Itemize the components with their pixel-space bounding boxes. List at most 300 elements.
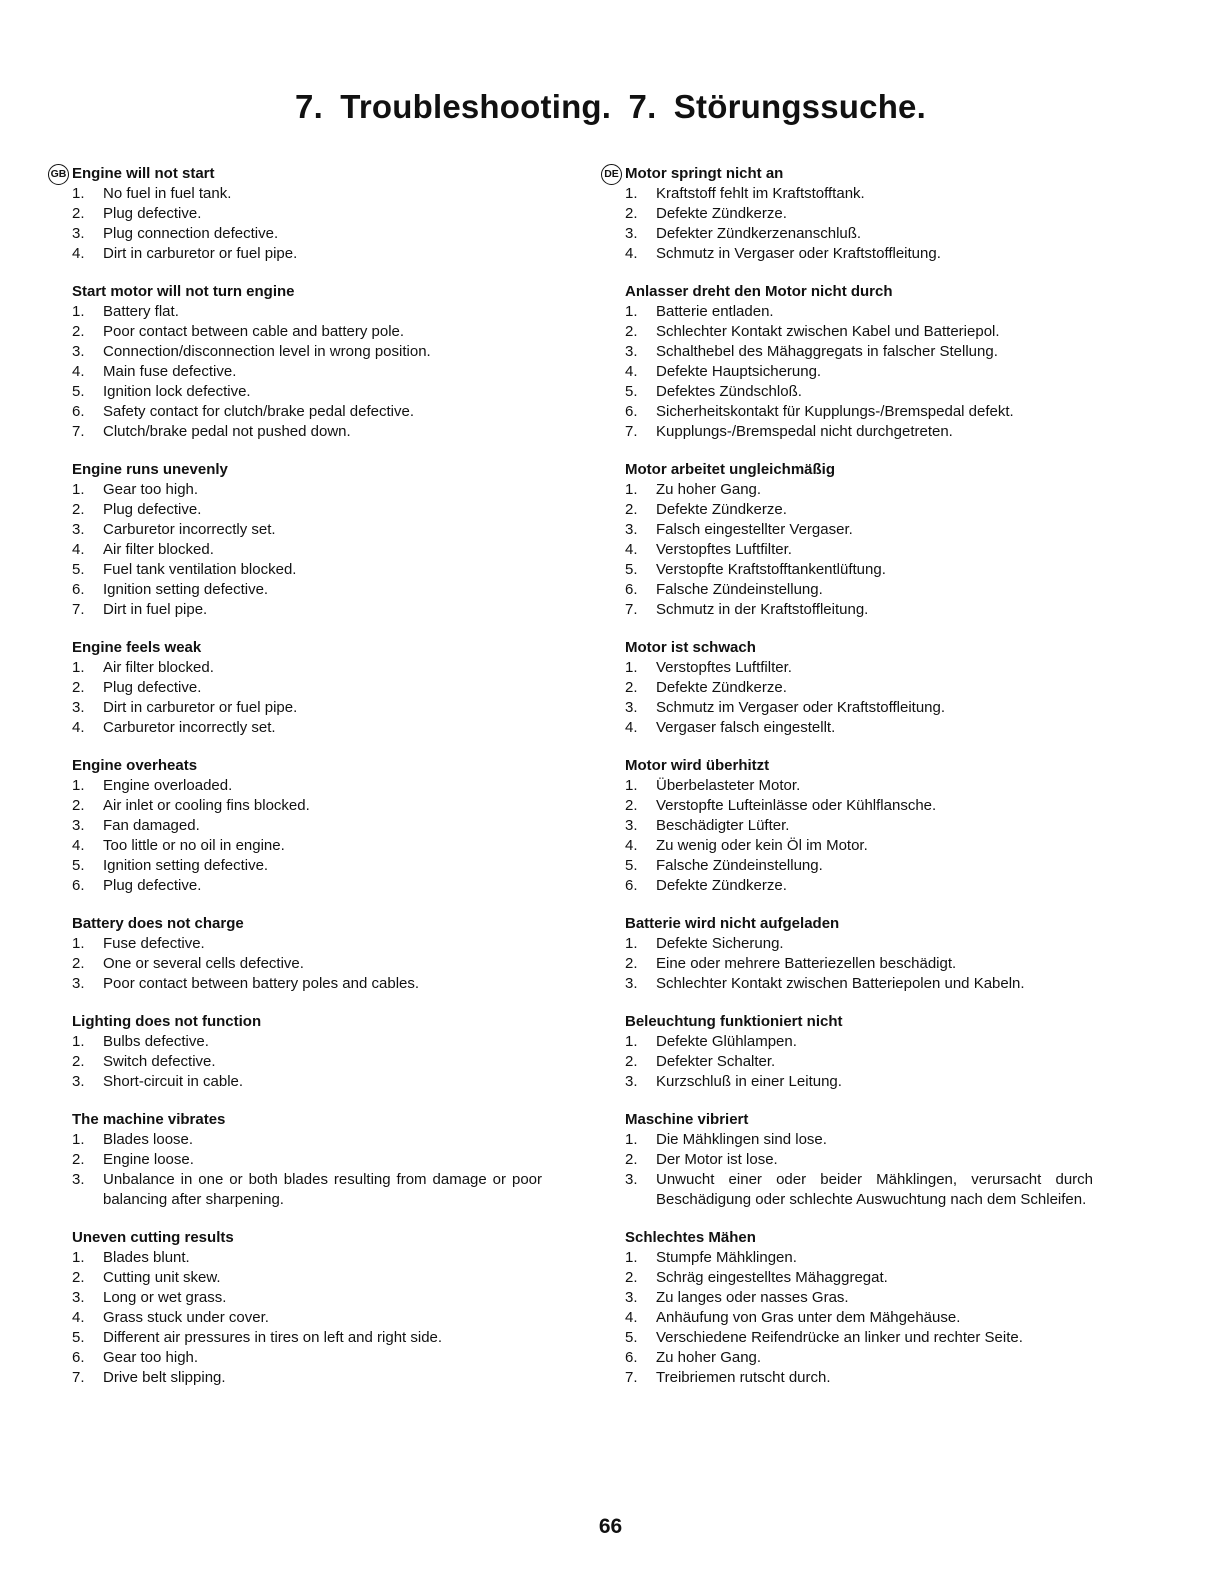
item-text: Dirt in carburetor or fuel pipe. — [103, 245, 298, 262]
list-item — [625, 244, 1093, 264]
item-number: 5. — [72, 383, 85, 400]
item-text: Schlechter Kontakt zwischen Kabel und Batteriepol. — [656, 323, 1000, 340]
item-text: Verschiedene Reifendrücke an linker und rechter Seite. — [656, 1329, 1023, 1346]
item-number: 6. — [625, 403, 638, 420]
item-number: 6. — [625, 581, 638, 598]
item-number: 5. — [72, 561, 85, 578]
list-item — [625, 342, 1093, 362]
section-heading: Beleuchtung funktioniert nicht — [625, 1013, 843, 1030]
item-number: 1. — [625, 185, 638, 202]
item-number: 5. — [72, 1329, 85, 1346]
section-heading: Engine overheats — [72, 757, 198, 774]
item-text: Short-circuit in cable. — [103, 1073, 244, 1090]
list-item — [625, 600, 1093, 620]
troubleshooting-section — [72, 1228, 542, 1388]
item-text: Defekte Zündkerze. — [656, 877, 787, 894]
item-text: Fuse defective. — [103, 935, 205, 952]
item-text: Schmutz in Vergaser oder Kraftstoffleitung. — [656, 245, 941, 262]
section-heading: Motor wird überhitzt — [625, 757, 770, 774]
list-item — [72, 856, 542, 876]
list-item — [625, 1248, 1093, 1268]
list-item — [625, 184, 1093, 204]
item-text: Beschädigter Lüfter. — [656, 817, 790, 834]
item-number: 3. — [625, 1289, 638, 1306]
item-number: 1. — [72, 935, 85, 952]
item-number: 6. — [72, 877, 85, 894]
troubleshooting-section — [625, 1012, 1093, 1092]
list-item — [625, 204, 1093, 224]
item-number: 7. — [625, 601, 638, 618]
list-item — [72, 1248, 542, 1268]
item-text: Fuel tank ventilation blocked. — [103, 561, 297, 578]
item-number: 3. — [625, 521, 638, 538]
list-item — [625, 934, 1093, 954]
item-number: 1. — [625, 659, 638, 676]
list-item — [72, 776, 542, 796]
list-item — [72, 1268, 542, 1288]
item-text: Plug connection defective. — [103, 225, 279, 242]
section-heading: Schlechtes Mähen — [625, 1229, 756, 1246]
item-text: Plug defective. — [103, 679, 202, 696]
item-number: 2. — [625, 501, 638, 518]
item-text: Gear too high. — [103, 1349, 199, 1366]
list-item — [625, 224, 1093, 244]
list-item — [625, 540, 1093, 560]
item-text: Falsch eingestellter Vergaser. — [656, 521, 853, 538]
list-item — [72, 678, 542, 698]
list-item — [625, 836, 1093, 856]
list-item — [72, 1052, 542, 1072]
item-text: Defektes Zündschloß. — [656, 383, 802, 400]
item-text: Different air pressures in tires on left and right side. — [103, 1329, 443, 1346]
item-text: Ignition setting defective. — [103, 857, 269, 874]
section-heading: Batterie wird nicht aufgeladen — [625, 915, 840, 932]
list-item — [72, 1348, 542, 1368]
item-number: 6. — [625, 877, 638, 894]
item-number: 1. — [72, 481, 85, 498]
troubleshooting-section — [625, 282, 1093, 442]
item-text: Verstopftes Luftfilter. — [656, 541, 792, 558]
item-number: 4. — [72, 837, 85, 854]
item-number: 4. — [72, 1309, 85, 1326]
item-text: Die Mähklingen sind lose. — [656, 1131, 827, 1148]
item-text: Zu wenig oder kein Öl im Motor. — [656, 837, 868, 854]
item-number: 1. — [625, 1131, 638, 1148]
list-item — [72, 974, 542, 994]
item-text: Defekte Glühlampen. — [656, 1033, 797, 1050]
item-number: 1. — [72, 1249, 85, 1266]
list-item — [72, 1368, 542, 1388]
list-item — [72, 204, 542, 224]
item-text: Blades loose. — [103, 1131, 194, 1148]
item-number: 7. — [72, 423, 85, 440]
section-heading: Engine runs unevenly — [72, 461, 228, 478]
item-text: Dirt in fuel pipe. — [103, 601, 208, 618]
list-item — [72, 934, 542, 954]
list-item — [625, 856, 1093, 876]
list-item — [625, 678, 1093, 698]
item-text: Falsche Zündeinstellung. — [656, 857, 823, 874]
section-heading: Motor arbeitet ungleichmäßig — [625, 461, 836, 478]
list-item — [625, 580, 1093, 600]
item-text: Batterie entladen. — [656, 303, 774, 320]
item-text: Eine oder mehrere Batteriezellen beschädigt. — [656, 955, 957, 972]
item-number: 4. — [625, 245, 638, 262]
item-text: One or several cells defective. — [103, 955, 304, 972]
item-number: 2. — [625, 1269, 638, 1286]
list-item — [72, 954, 542, 974]
item-number: 2. — [625, 205, 638, 222]
item-text: No fuel in fuel tank. — [103, 185, 232, 202]
item-number: 7. — [72, 601, 85, 618]
item-text: Long or wet grass. — [103, 1289, 227, 1306]
item-text: Fan damaged. — [103, 817, 200, 834]
item-number: 3. — [625, 975, 638, 992]
item-text: Verstopfte Lufteinlässe oder Kühlflansche. — [656, 797, 937, 814]
item-number: 1. — [625, 777, 638, 794]
item-text: Poor contact between battery poles and cables. — [103, 975, 420, 992]
page-number: 66 — [598, 1515, 623, 1538]
item-number: 2. — [72, 797, 85, 814]
item-number: 5. — [72, 857, 85, 874]
item-number: 3. — [625, 343, 638, 360]
item-number: 2. — [625, 1053, 638, 1070]
item-number: 3. — [72, 975, 85, 992]
item-number: 4. — [72, 541, 85, 558]
item-text: Gear too high. — [103, 481, 199, 498]
list-item — [72, 184, 542, 204]
list-item — [625, 1072, 1093, 1092]
troubleshooting-section — [625, 756, 1093, 896]
item-text: Stumpfe Mähklingen. — [656, 1249, 797, 1266]
item-number: 2. — [72, 1053, 85, 1070]
item-text: Blades blunt. — [103, 1249, 190, 1266]
item-number: 3. — [625, 1073, 638, 1090]
list-item — [625, 1130, 1093, 1150]
list-item — [625, 1308, 1093, 1328]
item-text: Bulbs defective. — [103, 1033, 209, 1050]
item-text: Defekte Zündkerze. — [656, 205, 787, 222]
item-number: 3. — [72, 1289, 85, 1306]
list-item — [72, 362, 542, 382]
item-text: Safety contact for clutch/brake pedal defective. — [103, 403, 415, 420]
troubleshooting-section — [625, 1228, 1093, 1388]
list-item — [625, 1328, 1093, 1348]
item-text: Air inlet or cooling fins blocked. — [103, 797, 310, 814]
item-number: 1. — [625, 481, 638, 498]
english-column — [72, 164, 542, 1406]
item-text: Verstopfte Kraftstofftankentlüftung. — [656, 561, 886, 578]
list-item — [72, 580, 542, 600]
troubleshooting-section — [625, 164, 1093, 264]
list-item — [625, 1170, 1093, 1210]
item-number: 7. — [72, 1369, 85, 1386]
item-text: Schräg eingestelltes Mähaggregat. — [656, 1269, 888, 1286]
item-number: 3. — [72, 225, 85, 242]
list-item — [72, 1032, 542, 1052]
item-number: 5. — [625, 857, 638, 874]
item-number: 4. — [625, 837, 638, 854]
item-number: 5. — [625, 383, 638, 400]
troubleshooting-section — [625, 914, 1093, 994]
list-item — [72, 342, 542, 362]
list-item — [72, 422, 542, 442]
list-item — [72, 796, 542, 816]
list-item — [625, 362, 1093, 382]
item-number: 3. — [625, 225, 638, 242]
item-text: Schmutz im Vergaser oder Kraftstoffleitung. — [656, 699, 946, 716]
item-text: Engine overloaded. — [103, 777, 233, 794]
list-item — [625, 480, 1093, 500]
item-number: 1. — [625, 1033, 638, 1050]
section-heading: Start motor will not turn engine — [72, 283, 295, 300]
list-item — [625, 1348, 1093, 1368]
item-text: Zu hoher Gang. — [656, 1349, 762, 1366]
list-item — [72, 816, 542, 836]
section-heading: Engine feels weak — [72, 639, 202, 656]
item-text: Schalthebel des Mähaggregats in falscher Stellung. — [656, 343, 998, 360]
item-text: Zu langes oder nasses Gras. — [656, 1289, 849, 1306]
item-text: Defekter Schalter. — [656, 1053, 776, 1070]
item-number: 1. — [72, 1033, 85, 1050]
list-item — [625, 776, 1093, 796]
item-number: 1. — [72, 303, 85, 320]
section-heading: Motor ist schwach — [625, 639, 756, 656]
section-heading: The machine vibrates — [72, 1111, 226, 1128]
item-text: Grass stuck under cover. — [103, 1309, 269, 1326]
list-item — [625, 796, 1093, 816]
item-text: Ignition lock defective. — [103, 383, 251, 400]
item-number: 1. — [625, 935, 638, 952]
item-number: 6. — [72, 1349, 85, 1366]
item-text: Schlechter Kontakt zwischen Batteriepolen und Kabeln. — [656, 975, 1025, 992]
item-number: 3. — [72, 521, 85, 538]
item-number: 3. — [72, 1171, 85, 1188]
list-item — [625, 302, 1093, 322]
list-item — [72, 698, 542, 718]
item-number: 2. — [72, 501, 85, 518]
list-item — [72, 402, 542, 422]
item-text: Dirt in carburetor or fuel pipe. — [103, 699, 298, 716]
list-item — [625, 500, 1093, 520]
item-number: 3. — [72, 1073, 85, 1090]
section-heading: Uneven cutting results — [72, 1229, 234, 1246]
item-number: 2. — [625, 797, 638, 814]
list-item — [625, 954, 1093, 974]
item-text: Air filter blocked. — [103, 541, 214, 558]
item-number: 4. — [72, 719, 85, 736]
item-text: Defekte Zündkerze. — [656, 501, 787, 518]
item-text: Vergaser falsch eingestellt. — [656, 719, 836, 736]
item-text: Cutting unit skew. — [103, 1269, 221, 1286]
item-text: Kupplungs-/Bremspedal nicht durchgetreten. — [656, 423, 953, 440]
item-text: Air filter blocked. — [103, 659, 214, 676]
item-number: 4. — [625, 363, 638, 380]
item-text: Carburetor incorrectly set. — [103, 719, 276, 736]
item-number: 1. — [625, 1249, 638, 1266]
item-text: Falsche Zündeinstellung. — [656, 581, 823, 598]
list-item — [625, 1032, 1093, 1052]
list-item — [72, 1150, 542, 1170]
troubleshooting-section — [72, 914, 542, 994]
list-item — [625, 422, 1093, 442]
item-text: Kurzschluß in einer Leitung. — [656, 1073, 842, 1090]
item-text: Sicherheitskontakt für Kupplungs-/Bremspedal defekt. — [656, 403, 1014, 420]
section-heading: Lighting does not function — [72, 1013, 262, 1030]
item-number: 4. — [72, 363, 85, 380]
item-number: 3. — [625, 1171, 638, 1188]
list-item — [625, 816, 1093, 836]
troubleshooting-section — [625, 1110, 1093, 1210]
troubleshooting-section — [72, 460, 542, 620]
list-item — [625, 1052, 1093, 1072]
list-item — [72, 520, 542, 540]
item-text: Überbelasteter Motor. — [656, 777, 801, 794]
item-number: 5. — [625, 1329, 638, 1346]
item-number: 2. — [625, 323, 638, 340]
list-item — [72, 876, 542, 896]
item-number: 7. — [625, 1369, 638, 1386]
item-number: 1. — [72, 1131, 85, 1148]
list-item — [72, 1170, 542, 1210]
item-number: 2. — [72, 1269, 85, 1286]
item-text: Verstopftes Luftfilter. — [656, 659, 792, 676]
list-item — [625, 718, 1093, 738]
list-item — [72, 1130, 542, 1150]
list-item — [72, 600, 542, 620]
list-item — [72, 244, 542, 264]
item-number: 1. — [625, 303, 638, 320]
section-heading: Motor springt nicht an — [625, 165, 784, 182]
list-item — [72, 302, 542, 322]
item-number: 4. — [72, 245, 85, 262]
list-item — [72, 540, 542, 560]
list-item — [625, 560, 1093, 580]
item-number: 2. — [72, 323, 85, 340]
item-text: Drive belt slipping. — [103, 1369, 226, 1386]
de-language-icon: DE — [601, 164, 622, 185]
list-item — [72, 382, 542, 402]
troubleshooting-section — [625, 460, 1093, 620]
item-number: 4. — [625, 719, 638, 736]
item-text: Poor contact between cable and battery pole. — [103, 323, 405, 340]
troubleshooting-section — [72, 1012, 542, 1092]
list-item — [72, 1072, 542, 1092]
item-text: Main fuse defective. — [103, 363, 237, 380]
item-number: 2. — [625, 955, 638, 972]
item-number: 7. — [625, 423, 638, 440]
item-text: Unwucht einer oder beider Mähklingen, verursacht durch Beschädigung oder schlechte Auswuchtung nach dem Schleifen. — [656, 1171, 1093, 1208]
troubleshooting-section — [72, 1110, 542, 1210]
item-number: 4. — [625, 541, 638, 558]
item-text: Zu hoher Gang. — [656, 481, 762, 498]
list-item — [625, 658, 1093, 678]
list-item — [625, 322, 1093, 342]
item-text: Switch defective. — [103, 1053, 216, 1070]
list-item — [625, 520, 1093, 540]
item-text: Unbalance in one or both blades resulting from damage or poor balancing after sharpening. — [103, 1171, 542, 1208]
section-heading: Engine will not start — [72, 165, 215, 182]
german-column — [625, 164, 1093, 1406]
list-item — [625, 1268, 1093, 1288]
item-text: Clutch/brake pedal not pushed down. — [103, 423, 351, 440]
item-text: Connection/disconnection level in wrong position. — [103, 343, 431, 360]
list-item — [72, 1308, 542, 1328]
item-number: 1. — [72, 659, 85, 676]
list-item — [625, 876, 1093, 896]
item-number: 4. — [625, 1309, 638, 1326]
troubleshooting-section — [72, 638, 542, 738]
list-item — [72, 1328, 542, 1348]
page-title: 7. Troubleshooting. 7. Störungssuche. — [295, 88, 926, 125]
item-number: 2. — [625, 679, 638, 696]
list-item — [72, 658, 542, 678]
item-text: Treibriemen rutscht durch. — [656, 1369, 831, 1386]
list-item — [625, 1368, 1093, 1388]
item-text: Defekte Zündkerze. — [656, 679, 787, 696]
item-text: Schmutz in der Kraftstoffleitung. — [656, 601, 869, 618]
list-item — [625, 974, 1093, 994]
list-item — [625, 382, 1093, 402]
item-text: Defekte Sicherung. — [656, 935, 784, 952]
item-number: 3. — [72, 817, 85, 834]
item-text: Defekte Hauptsicherung. — [656, 363, 822, 380]
list-item — [625, 698, 1093, 718]
item-text: Engine loose. — [103, 1151, 194, 1168]
item-number: 3. — [72, 343, 85, 360]
section-heading: Maschine vibriert — [625, 1111, 749, 1128]
list-item — [625, 1288, 1093, 1308]
item-text: Defekter Zündkerzenanschluß. — [656, 225, 862, 242]
item-number: 3. — [625, 817, 638, 834]
gb-language-icon: GB — [48, 164, 69, 185]
list-item — [72, 560, 542, 580]
item-number: 2. — [72, 1151, 85, 1168]
item-number: 3. — [72, 699, 85, 716]
item-text: Battery flat. — [103, 303, 179, 320]
item-number: 6. — [72, 581, 85, 598]
item-text: Plug defective. — [103, 205, 202, 222]
troubleshooting-section — [72, 282, 542, 442]
item-number: 2. — [72, 955, 85, 972]
item-number: 2. — [72, 205, 85, 222]
item-number: 2. — [72, 679, 85, 696]
item-number: 1. — [72, 185, 85, 202]
item-text: Carburetor incorrectly set. — [103, 521, 276, 538]
section-heading: Anlasser dreht den Motor nicht durch — [625, 283, 893, 300]
troubleshooting-section — [72, 756, 542, 896]
item-text: Ignition setting defective. — [103, 581, 269, 598]
section-heading: Battery does not charge — [72, 915, 244, 932]
item-number: 1. — [72, 777, 85, 794]
list-item — [72, 500, 542, 520]
item-text: Kraftstoff fehlt im Kraftstofftank. — [656, 185, 865, 202]
item-text: Plug defective. — [103, 877, 202, 894]
list-item — [72, 1288, 542, 1308]
list-item — [72, 322, 542, 342]
list-item — [625, 1150, 1093, 1170]
item-number: 6. — [72, 403, 85, 420]
troubleshooting-section — [625, 638, 1093, 738]
item-number: 6. — [625, 1349, 638, 1366]
item-text: Too little or no oil in engine. — [103, 837, 285, 854]
list-item — [625, 402, 1093, 422]
list-item — [72, 480, 542, 500]
list-item — [72, 224, 542, 244]
item-text: Anhäufung von Gras unter dem Mähgehäuse. — [656, 1309, 961, 1326]
item-text: Der Motor ist lose. — [656, 1151, 778, 1168]
list-item — [72, 718, 542, 738]
